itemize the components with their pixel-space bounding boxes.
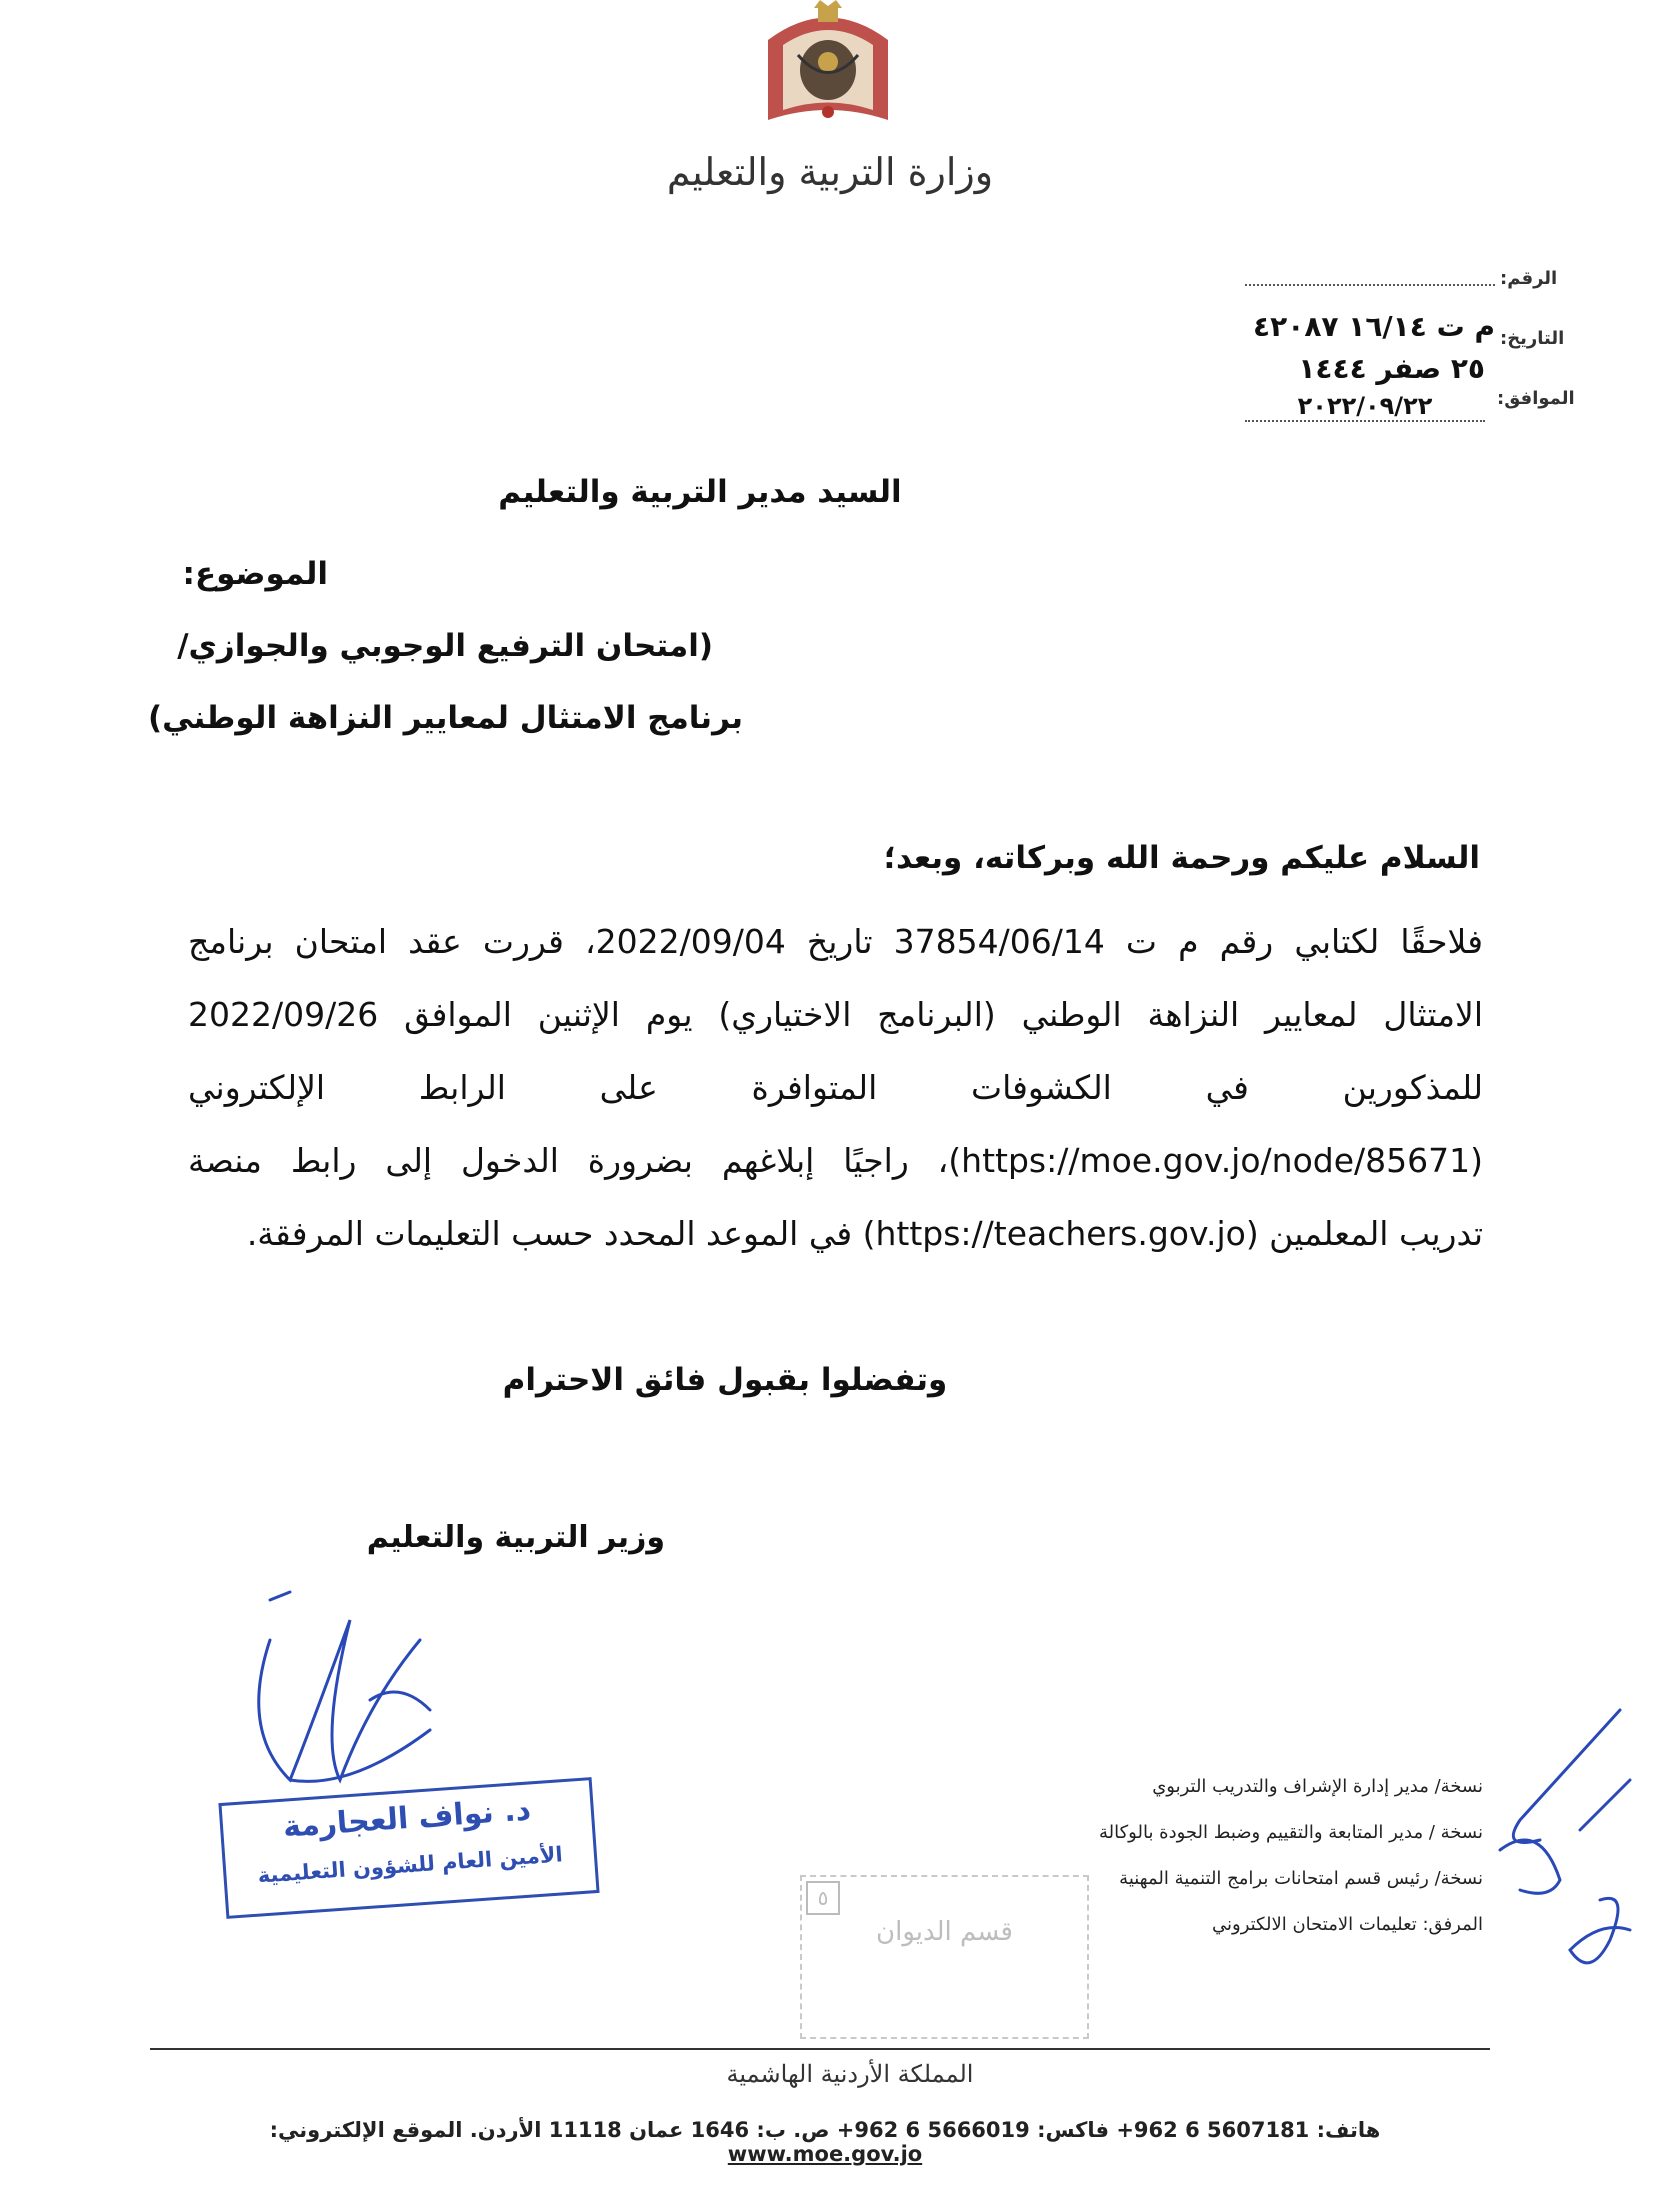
reference-number-label: الرقم: bbox=[1500, 268, 1558, 289]
stamp-name: د. نواف العجارمة bbox=[281, 1792, 533, 1845]
reference-gregorian-label: الموافق: bbox=[1497, 388, 1575, 409]
body-line-3: للمذكورين في الكشوفات المتوافرة على الرابط الإلكتروني bbox=[188, 1068, 1483, 1107]
received-stamp bbox=[800, 1875, 1089, 2039]
letter-body bbox=[188, 905, 1483, 1270]
closing-remark: وتفضلوا بقبول فائق الاحترام bbox=[502, 1362, 948, 1398]
initials-signature bbox=[1480, 1700, 1640, 1990]
footer-contact-text: هاتف: 5607181 6 962+ فاكس: 5666019 6 962+ ص. ب: 1646 عمان 11118 الأردن. الموقع الإلكتروني: bbox=[269, 2118, 1381, 2142]
copy-line-1: نسخة/ مدير إدارة الإشراف والتدريب التربوي bbox=[1152, 1776, 1483, 1797]
copy-line-2: نسخة / مدير المتابعة والتقييم وضبط الجودة بالوكالة bbox=[1098, 1822, 1483, 1843]
handwritten-signature bbox=[230, 1580, 450, 1810]
footer-kingdom-name: المملكة الأردنية الهاشمية bbox=[726, 2060, 974, 2088]
official-stamp bbox=[218, 1777, 599, 1919]
salutation: السلام عليكم ورحمة الله وبركاته، وبعد؛ bbox=[883, 840, 1480, 876]
footer-contact bbox=[220, 2118, 1430, 2166]
footer-website-link[interactable]: www.moe.gov.jo bbox=[727, 2142, 923, 2166]
attachment-line: المرفق: تعليمات الامتحان الالكتروني bbox=[1211, 1914, 1483, 1935]
reference-gregorian-value: ٢٠٢٢/٠٩/٢٢ bbox=[1245, 392, 1485, 422]
subject-label: الموضوع: bbox=[182, 556, 328, 592]
reference-number-dots bbox=[1245, 284, 1495, 286]
ministry-logo-text: وزارة التربية والتعليم bbox=[666, 150, 994, 194]
body-line-2: الامتثال لمعايير النزاهة الوطني (البرنامج الاختياري) يوم الإثنين الموافق 2022/09/26 bbox=[188, 995, 1483, 1034]
reference-hijri-value: ٢٥ صفر ١٤٤٤ bbox=[1298, 352, 1485, 385]
coat-of-arms-emblem bbox=[748, 0, 908, 135]
letter-addressee: السيد مدير التربية والتعليم bbox=[498, 474, 902, 510]
footer-divider bbox=[150, 2048, 1490, 2050]
reference-date-value: م ت ١٦/١٤ ٤٢٠٨٧ bbox=[1253, 310, 1495, 343]
body-line-4: (https://moe.gov.jo/node/85671)، راجيًا إبلاغهم بضرورة الدخول إلى رابط منصة bbox=[188, 1141, 1483, 1180]
received-stamp-label: قسم الديوان bbox=[876, 1917, 1013, 1947]
received-stamp-number: ٥ bbox=[806, 1881, 840, 1915]
subject-line-2: برنامج الامتثال لمعايير النزاهة الوطني) bbox=[147, 700, 743, 736]
subject-line-1: (امتحان الترفيع الوجوبي والجوازي/ bbox=[177, 628, 713, 664]
body-line-5: تدريب المعلمين (https://teachers.gov.jo) في الموعد المحدد حسب التعليمات المرفقة. bbox=[246, 1214, 1483, 1253]
copy-line-3: نسخة/ رئيس قسم امتحانات برامج التنمية المهنية bbox=[1119, 1868, 1483, 1889]
reference-date-label: التاريخ: bbox=[1500, 328, 1565, 349]
stamp-title: الأمين العام للشؤون التعليمية bbox=[256, 1842, 564, 1888]
signatory-title: وزير التربية والتعليم bbox=[366, 1520, 665, 1555]
body-line-1: فلاحقًا لكتابي رقم م ت 37854/06/14 تاريخ 2022/09/04، قررت عقد امتحان برنامج bbox=[188, 922, 1483, 961]
